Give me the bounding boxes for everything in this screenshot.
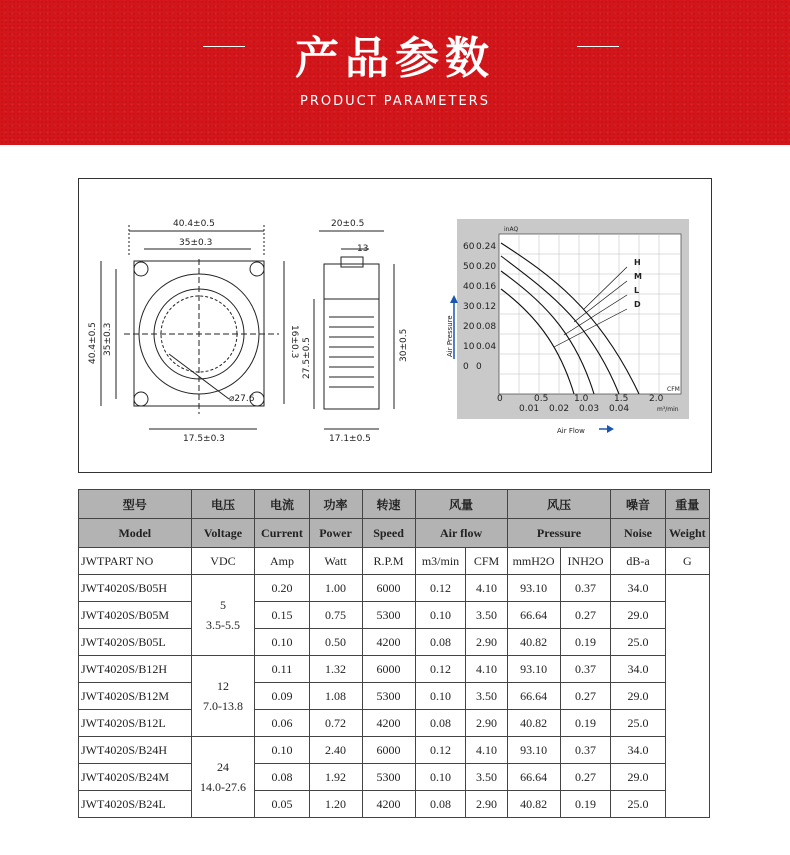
hdr-speed-cn: 转速 <box>362 490 415 519</box>
xtick-t0: 0 <box>497 394 503 404</box>
cell-speed: 5300 <box>362 683 415 710</box>
xtick-t1: 0.5 <box>534 394 549 404</box>
cell-cfm: 2.90 <box>466 629 507 656</box>
header-row-cn <box>79 490 710 519</box>
curve-unit-bottom: m³/min <box>657 406 679 413</box>
hdr-model-cn: 型号 <box>79 490 192 519</box>
ytick-r4: 0.08 <box>476 322 497 332</box>
cell-noise: 29.0 <box>611 602 665 629</box>
cell-m3min: 0.10 <box>415 602 466 629</box>
cell-inh2o: 0.19 <box>560 629 611 656</box>
unit-amp: Amp <box>255 548 309 575</box>
dim-bottom-offset: 17.5±0.3 <box>183 434 225 444</box>
cell-m3min: 0.12 <box>415 575 466 602</box>
cell-noise: 29.0 <box>611 683 665 710</box>
hdr-power-cn: 功率 <box>309 490 362 519</box>
cell-m3min: 0.08 <box>415 629 466 656</box>
table-row <box>79 656 710 683</box>
cell-inh2o: 0.37 <box>560 656 611 683</box>
units-row <box>79 548 710 575</box>
table-row <box>79 791 710 818</box>
hdr-airflow-en: Air flow <box>415 519 507 548</box>
cell-power: 0.50 <box>309 629 362 656</box>
ytick-l2: 40 <box>463 282 475 292</box>
cell-speed: 6000 <box>362 575 415 602</box>
xtick-b3: 0.04 <box>609 404 630 414</box>
hdr-current-cn: 电流 <box>255 490 309 519</box>
curve-unit-top: inAQ <box>504 226 519 233</box>
cell-current: 0.15 <box>255 602 309 629</box>
cell-mmh2o: 66.64 <box>507 683 560 710</box>
cell-mmh2o: 93.10 <box>507 656 560 683</box>
ytick-r2: 0.16 <box>476 282 497 292</box>
hdr-weight-cn: 重量 <box>665 490 709 519</box>
cell-noise: 25.0 <box>611 791 665 818</box>
ytick-l5: 10 <box>463 342 475 352</box>
cell-power: 0.75 <box>309 602 362 629</box>
cell-mmh2o: 93.10 <box>507 575 560 602</box>
ytick-l4: 20 <box>463 322 475 332</box>
hdr-voltage-cn: 电压 <box>191 490 255 519</box>
banner-right-line <box>577 46 619 47</box>
dimension-drawing <box>78 178 712 473</box>
cell-mmh2o: 66.64 <box>507 602 560 629</box>
cell-model: JWT4020S/B12L <box>79 710 192 737</box>
banner-title: 产品参数 <box>295 33 495 84</box>
cell-current: 0.05 <box>255 791 309 818</box>
ytick-r0: 0.24 <box>476 242 497 252</box>
cell-cfm: 3.50 <box>466 683 507 710</box>
cell-current: 0.10 <box>255 629 309 656</box>
ytick-r3: 0.12 <box>476 302 497 312</box>
unit-g: G <box>665 548 709 575</box>
cell-speed: 5300 <box>362 764 415 791</box>
cell-model: JWT4020S/B05L <box>79 629 192 656</box>
header-row-en <box>79 519 710 548</box>
hdr-noise-en: Noise <box>611 519 665 548</box>
spec-table-body <box>79 575 710 818</box>
cell-power: 1.00 <box>309 575 362 602</box>
cell-m3min: 0.08 <box>415 791 466 818</box>
voltage-value: 12 <box>216 679 229 693</box>
unit-cfm: CFM <box>466 548 507 575</box>
table-row <box>79 683 710 710</box>
cell-voltage-group <box>191 737 255 818</box>
cell-inh2o: 0.37 <box>560 575 611 602</box>
cell-power: 1.08 <box>309 683 362 710</box>
cell-inh2o: 0.19 <box>560 710 611 737</box>
xtick-t4: 2.0 <box>649 394 664 404</box>
dim-side-height: 27.5±0.5 <box>302 337 312 379</box>
cell-current: 0.11 <box>255 656 309 683</box>
cell-inh2o: 0.27 <box>560 764 611 791</box>
cell-mmh2o: 66.64 <box>507 764 560 791</box>
table-row <box>79 737 710 764</box>
unit-mmh2o: mmH2O <box>507 548 560 575</box>
ytick-l6: 0 <box>463 362 469 372</box>
ytick-l1: 50 <box>463 262 475 272</box>
dim-bolt-height: 35±0.3 <box>103 322 113 356</box>
cell-mmh2o: 40.82 <box>507 710 560 737</box>
cell-noise: 25.0 <box>611 710 665 737</box>
cell-model: JWT4020S/B24L <box>79 791 192 818</box>
hdr-pressure-cn: 风压 <box>507 490 611 519</box>
cell-speed: 4200 <box>362 710 415 737</box>
cell-current: 0.06 <box>255 710 309 737</box>
drawing-svg <box>79 179 711 472</box>
cell-current: 0.20 <box>255 575 309 602</box>
legend-h: H <box>634 258 641 267</box>
curve-unit-right: CFM <box>667 386 680 393</box>
table-row <box>79 602 710 629</box>
cell-cfm: 2.90 <box>466 710 507 737</box>
curve-y-label: Air Pressure <box>446 315 454 357</box>
unit-dba: dB-a <box>611 548 665 575</box>
cell-model: JWT4020S/B24M <box>79 764 192 791</box>
cell-noise: 25.0 <box>611 629 665 656</box>
dim-side-hub: 13 <box>357 244 369 254</box>
cell-noise: 34.0 <box>611 575 665 602</box>
side-view <box>314 231 394 429</box>
voltage-value: 24 <box>216 760 229 774</box>
cell-speed: 6000 <box>362 737 415 764</box>
table-row <box>79 710 710 737</box>
cell-noise: 34.0 <box>611 737 665 764</box>
unit-part-no: JWTPART NO <box>79 548 192 575</box>
table-row <box>79 629 710 656</box>
cell-inh2o: 0.27 <box>560 602 611 629</box>
cell-model: JWT4020S/B24H <box>79 737 192 764</box>
hdr-noise-cn: 噪音 <box>611 490 665 519</box>
legend-l: L <box>634 286 640 295</box>
cell-cfm: 4.10 <box>466 737 507 764</box>
hdr-power-en: Power <box>309 519 362 548</box>
cell-model: JWT4020S/B12H <box>79 656 192 683</box>
unit-vdc: VDC <box>191 548 255 575</box>
ytick-r1: 0.20 <box>476 262 497 272</box>
cell-m3min: 0.10 <box>415 683 466 710</box>
ytick-l0: 60 <box>463 242 475 252</box>
cell-m3min: 0.08 <box>415 710 466 737</box>
dim-side-bottom: 17.1±0.5 <box>329 434 371 444</box>
spec-table <box>78 489 710 818</box>
cell-cfm: 2.90 <box>466 791 507 818</box>
dim-side-total: 30±0.5 <box>399 328 409 362</box>
cell-current: 0.10 <box>255 737 309 764</box>
xtick-b2: 0.03 <box>579 404 600 414</box>
xtick-b0: 0.01 <box>519 404 540 414</box>
hdr-current-en: Current <box>255 519 309 548</box>
unit-rpm: R.P.M <box>362 548 415 575</box>
cell-speed: 4200 <box>362 791 415 818</box>
cell-current: 0.08 <box>255 764 309 791</box>
ytick-l3: 30 <box>463 302 475 312</box>
banner-subtitle: PRODUCT PARAMETERS <box>300 94 490 109</box>
cell-voltage-group <box>191 656 255 737</box>
hdr-speed-en: Speed <box>362 519 415 548</box>
cell-mmh2o: 93.10 <box>507 737 560 764</box>
hdr-airflow-cn: 风量 <box>415 490 507 519</box>
legend-m: M <box>634 272 642 281</box>
cell-m3min: 0.10 <box>415 764 466 791</box>
hdr-voltage-en: Voltage <box>191 519 255 548</box>
cell-voltage-group <box>191 575 255 656</box>
cell-cfm: 3.50 <box>466 764 507 791</box>
cell-power: 1.32 <box>309 656 362 683</box>
legend-d: D <box>634 300 641 309</box>
unit-m3min: m3/min <box>415 548 466 575</box>
curve-x-label: Air Flow <box>557 427 585 435</box>
cell-inh2o: 0.19 <box>560 791 611 818</box>
cell-current: 0.09 <box>255 683 309 710</box>
front-view <box>101 225 284 429</box>
dim-bolt-spacing: 35±0.3 <box>179 238 213 248</box>
unit-inh2o: INH2O <box>560 548 611 575</box>
xtick-t3: 1.5 <box>614 394 629 404</box>
cell-power: 2.40 <box>309 737 362 764</box>
voltage-range: 7.0-13.8 <box>202 699 243 713</box>
cell-inh2o: 0.27 <box>560 683 611 710</box>
cell-inh2o: 0.37 <box>560 737 611 764</box>
cell-power: 0.72 <box>309 710 362 737</box>
cell-mmh2o: 40.82 <box>507 791 560 818</box>
cell-m3min: 0.12 <box>415 737 466 764</box>
dim-hole-dia: ⌀27.6 <box>229 394 255 404</box>
hdr-model-en: Model <box>79 519 192 548</box>
cell-cfm: 3.50 <box>466 602 507 629</box>
cell-power: 1.20 <box>309 791 362 818</box>
hdr-weight-en: Weight <box>665 519 709 548</box>
xtick-b1: 0.02 <box>549 404 570 414</box>
hdr-pressure-en: Pressure <box>507 519 611 548</box>
cell-model: JWT4020S/B05M <box>79 602 192 629</box>
cell-m3min: 0.12 <box>415 656 466 683</box>
cell-cfm: 4.10 <box>466 656 507 683</box>
cell-model: JWT4020S/B05H <box>79 575 192 602</box>
dim-overall-height: 40.4±0.5 <box>88 322 98 364</box>
cell-model: JWT4020S/B12M <box>79 683 192 710</box>
cell-mmh2o: 40.82 <box>507 629 560 656</box>
cell-power: 1.92 <box>309 764 362 791</box>
cell-noise: 34.0 <box>611 656 665 683</box>
voltage-value: 5 <box>219 598 226 612</box>
cell-noise: 29.0 <box>611 764 665 791</box>
unit-watt: Watt <box>309 548 362 575</box>
voltage-range: 14.0-27.6 <box>199 780 246 794</box>
cell-speed: 6000 <box>362 656 415 683</box>
cell-weight-merged <box>665 575 709 818</box>
cell-cfm: 4.10 <box>466 575 507 602</box>
header-banner <box>0 0 790 145</box>
ytick-r6: 0 <box>476 362 482 372</box>
cell-speed: 5300 <box>362 602 415 629</box>
table-row <box>79 764 710 791</box>
table-row <box>79 575 710 602</box>
cell-speed: 4200 <box>362 629 415 656</box>
xtick-t2: 1.0 <box>574 394 589 404</box>
dim-overall-width: 40.4±0.5 <box>173 219 215 229</box>
dim-vertical-offset: 16±0.3 <box>289 325 299 359</box>
ytick-r5: 0.04 <box>476 342 497 352</box>
voltage-range: 3.5-5.5 <box>205 618 240 632</box>
dim-side-width: 20±0.5 <box>331 219 365 229</box>
